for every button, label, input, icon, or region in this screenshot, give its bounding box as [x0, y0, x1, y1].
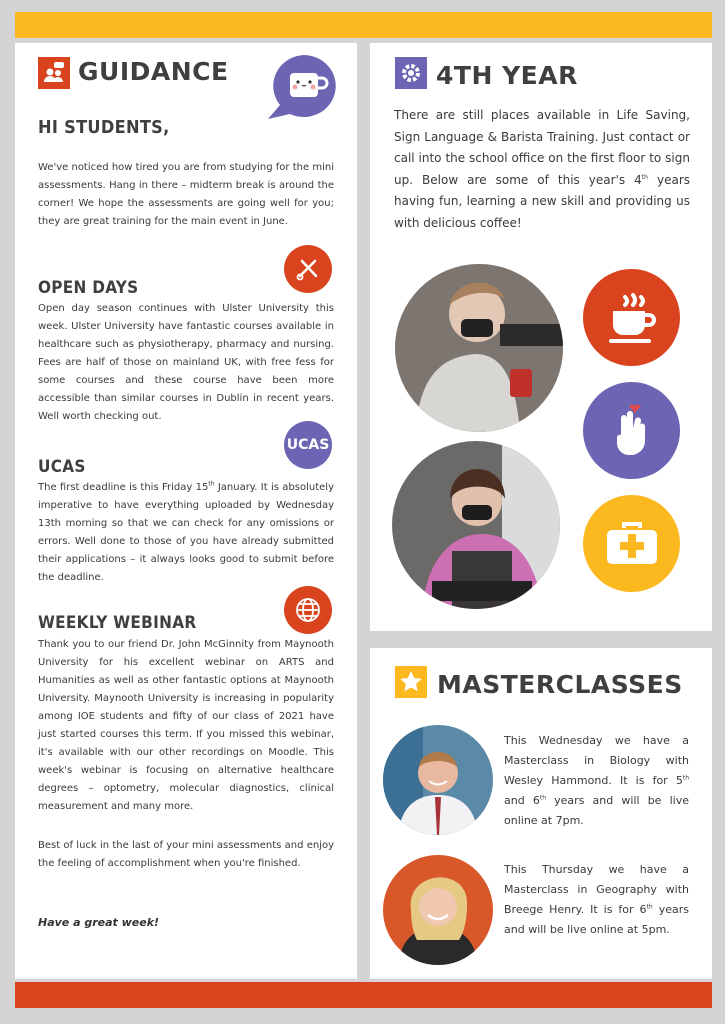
webinar-paragraph: Thank you to our friend Dr. John McGinnity from Maynooth University for his excellent webinar on ARTS and Humanities as well as other fantastic options at Maynooth University. Maynooth University is increasing in popularity among IOE students and fifty of our class of 2021 have just started courses this term. If you missed this webinar, it's available with our other recordings on Moodle. This week's webinar is focusing on alternative healthcare degrees – optometry, molecular diagnostics, clinical measurement and many more.	[38, 639, 334, 812]
masterclasses-panel	[370, 648, 712, 979]
masterclass-2-text-a: This Thursday we have a Masterclass in Geography with Breege Henry. It is for 6	[504, 863, 689, 916]
star-icon	[395, 666, 427, 698]
ucas-heading: UCAS	[38, 457, 86, 477]
chat-mug-icon	[264, 53, 340, 121]
masterclass-2-text-b: years and will be live online at 5pm.	[504, 903, 689, 936]
guidance-panel	[15, 43, 357, 979]
fourth-year-panel	[370, 43, 712, 631]
intro-paragraph: We've noticed how tired you are from studying for the mini assessments. Hang in there – midterm break is around the corner! We hope the assessments are going well for you; they are great training for the main event in June.	[38, 162, 334, 227]
masterclass-2-text	[504, 860, 689, 940]
barista-photo-1	[395, 264, 563, 432]
ucas-badge	[284, 421, 332, 469]
webinar-heading: WEEKLY WEBINAR	[38, 613, 197, 633]
masterclass-1-text	[504, 731, 689, 831]
ordinal-suffix: th	[539, 794, 546, 802]
ordinal-suffix: th	[646, 903, 653, 911]
fourth-year-title: 4TH YEAR	[436, 61, 578, 90]
masterclasses-title: MASTERCLASSES	[437, 670, 683, 699]
top-accent-bar	[15, 12, 712, 38]
sign-language-icon	[583, 382, 680, 479]
globe-icon	[284, 586, 332, 634]
ucas-text-cont: January. It is absolutely imperative to have everything uploaded by Wednesday 13th morning so that we can check for any omissions or errors. Well done to those of you have already submitted their applications – it always looks good to submit before the deadline.	[38, 482, 334, 583]
masterclass-1-text-c: years and will be live online at 7pm.	[504, 794, 689, 827]
gear-icon	[395, 57, 427, 89]
open-days-paragraph: Open day season continues with Ulster University this week. Ulster University have fantastic courses available in healthcare such as physiotherapy, pharmacy and nursing. Fees are half of those on mainland UK, with free fess for some courses and these course have been more accessible than similar courses in Dublin in recent years. Well worth checking out.	[38, 303, 334, 422]
open-days-heading: OPEN DAYS	[38, 278, 139, 298]
fourth-year-text: There are still places available in Life Saving, Sign Language & Barista Training. Just contact or call into the school office on the first floor to sign up. Below are some of this year's 4	[394, 108, 690, 187]
fourth-year-text-cont: years having fun, learning a new skill and providing us with delicious coffee!	[394, 172, 690, 230]
barista-photo-2	[392, 441, 560, 609]
masterclass-1-text-b: and 6	[504, 794, 540, 807]
first-aid-icon	[583, 495, 680, 592]
sign-off: Have a great week!	[38, 916, 160, 929]
coffee-icon	[583, 269, 680, 366]
ucas-paragraph	[38, 479, 334, 587]
closing-paragraph: Best of luck in the last of your mini assessments and enjoy the feeling of accomplishment when you're finished.	[38, 840, 334, 869]
ordinal-suffix: th	[208, 480, 215, 488]
ucas-badge-label: UCAS	[286, 437, 330, 453]
ucas-text: The first deadline is this Friday 15	[38, 482, 209, 493]
bottom-accent-bar	[15, 982, 712, 1008]
guidance-title: GUIDANCE	[78, 57, 229, 86]
greeting-heading: HI STUDENTS,	[38, 117, 170, 138]
fourth-year-paragraph	[394, 105, 690, 234]
ordinal-suffix: th	[641, 173, 648, 181]
tools-icon	[284, 245, 332, 293]
ordinal-suffix: th	[682, 774, 689, 782]
masterclass-1-text-a: This Wednesday we have a Masterclass in Biology with Wesley Hammond. It is for 5	[504, 734, 689, 787]
breege-henry-photo	[383, 855, 493, 965]
wesley-hammond-photo	[383, 725, 493, 835]
people-chat-icon	[38, 57, 70, 89]
